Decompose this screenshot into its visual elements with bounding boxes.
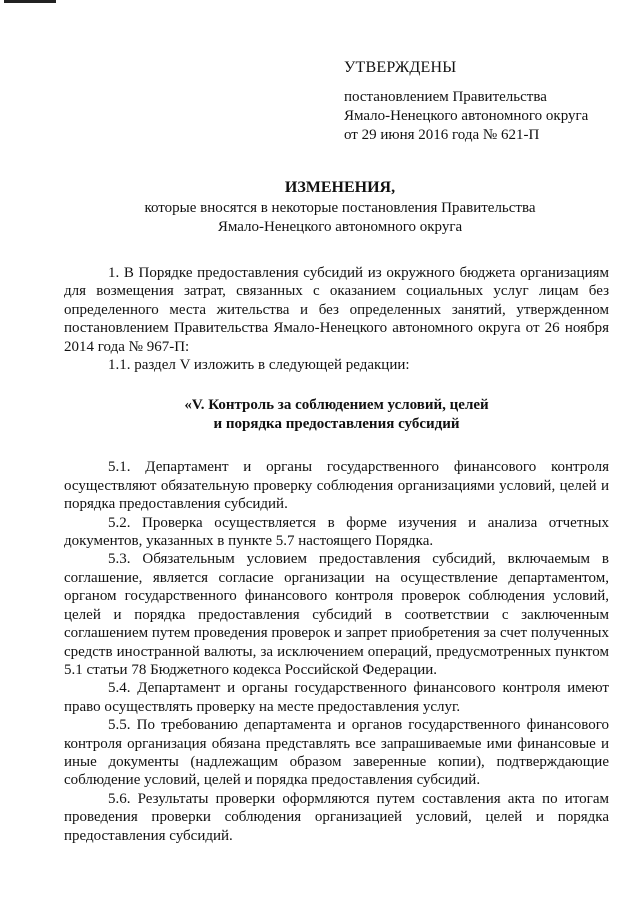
section-title-line-2: и порядка предоставления субсидий — [213, 416, 460, 433]
paragraph-5-2: 5.2. Проверка осуществляется в форме изучения и анализа отчетных документов, указанных в пункте 5.7 настоящего Порядка. — [64, 514, 609, 550]
section-title-line-1: «V. Контроль за соблюдением условий, целей — [184, 397, 489, 414]
paragraph-5-4: 5.4. Департамент и органы государственного финансового контроля имеют право осуществлять проверку на месте предоставления услуг. — [64, 680, 609, 715]
paragraph-5-6: 5.6. Результаты проверки оформляются путем составления акта по итогам проведения проверки соблюдения организацией условий, целей и порядка предоставления субсидий. — [64, 790, 609, 844]
document-title-block — [60, 178, 620, 237]
approval-line-1: постановлением Правительства — [344, 89, 547, 105]
section-v-title — [64, 396, 609, 434]
document-subtitle-line-1: которые вносятся в некоторые постановления Правительства — [144, 200, 536, 216]
paragraph-5-5: 5.5. По требованию департамента и органов государственного финансового контроля организация обязана представлять все запрашиваемые ими финансовые и иные документы (надлежащим образом заверенные копии), подтверждающие соблюдение условий, целей и порядка предоставления субсидий. — [64, 717, 609, 789]
scan-corner-mark — [4, 0, 56, 3]
paragraph-1-1: 1.1. раздел V изложить в следующей редакции: — [108, 357, 410, 374]
document-title: ИЗМЕНЕНИЯ, — [284, 179, 396, 196]
paragraph-5-3: 5.3. Обязательным условием предоставления субсидий, включаемым в соглашение, является согласие организации на осуществление департаментом, органом государственного финансового контроля проверок соблюдения условий, целей и порядка предоставления субсидий в соответствии с заключенным соглашением путем проведения проверок и запрет приобретения за счет полученных средств иностранной валюты, за исключением операций, предусмотренных пунктом 5.1 статьи 78 Бюджетного кодекса Российской Федерации. — [64, 551, 609, 678]
approval-line-2: Ямало-Ненецкого автономного округа — [344, 108, 589, 124]
approval-line-3: от 29 июня 2016 года № 621-П — [344, 127, 540, 143]
paragraph-5-1: 5.1. Департамент и органы государственного финансового контроля осуществляют обязательную проверку соблюдения организациями условий, целей и порядка предоставления субсидий. — [64, 459, 609, 513]
document-body — [64, 264, 609, 845]
approval-stamp-block — [344, 58, 634, 145]
paragraph-1: 1. В Порядке предоставления субсидий из окружного бюджета организациям для возмещения затрат, связанных с оказанием социальных услуг лицам без определенного места жительства и без определенных занятий, утвержденном постановлением Правительства Ямало-Ненецкого автономного округа от 26 ноября 2014 года № 967-П: — [64, 265, 609, 355]
document-subtitle-line-2: Ямало-Ненецкого автономного округа — [217, 219, 463, 235]
approval-heading: УТВЕРЖДЕНЫ — [344, 59, 457, 76]
